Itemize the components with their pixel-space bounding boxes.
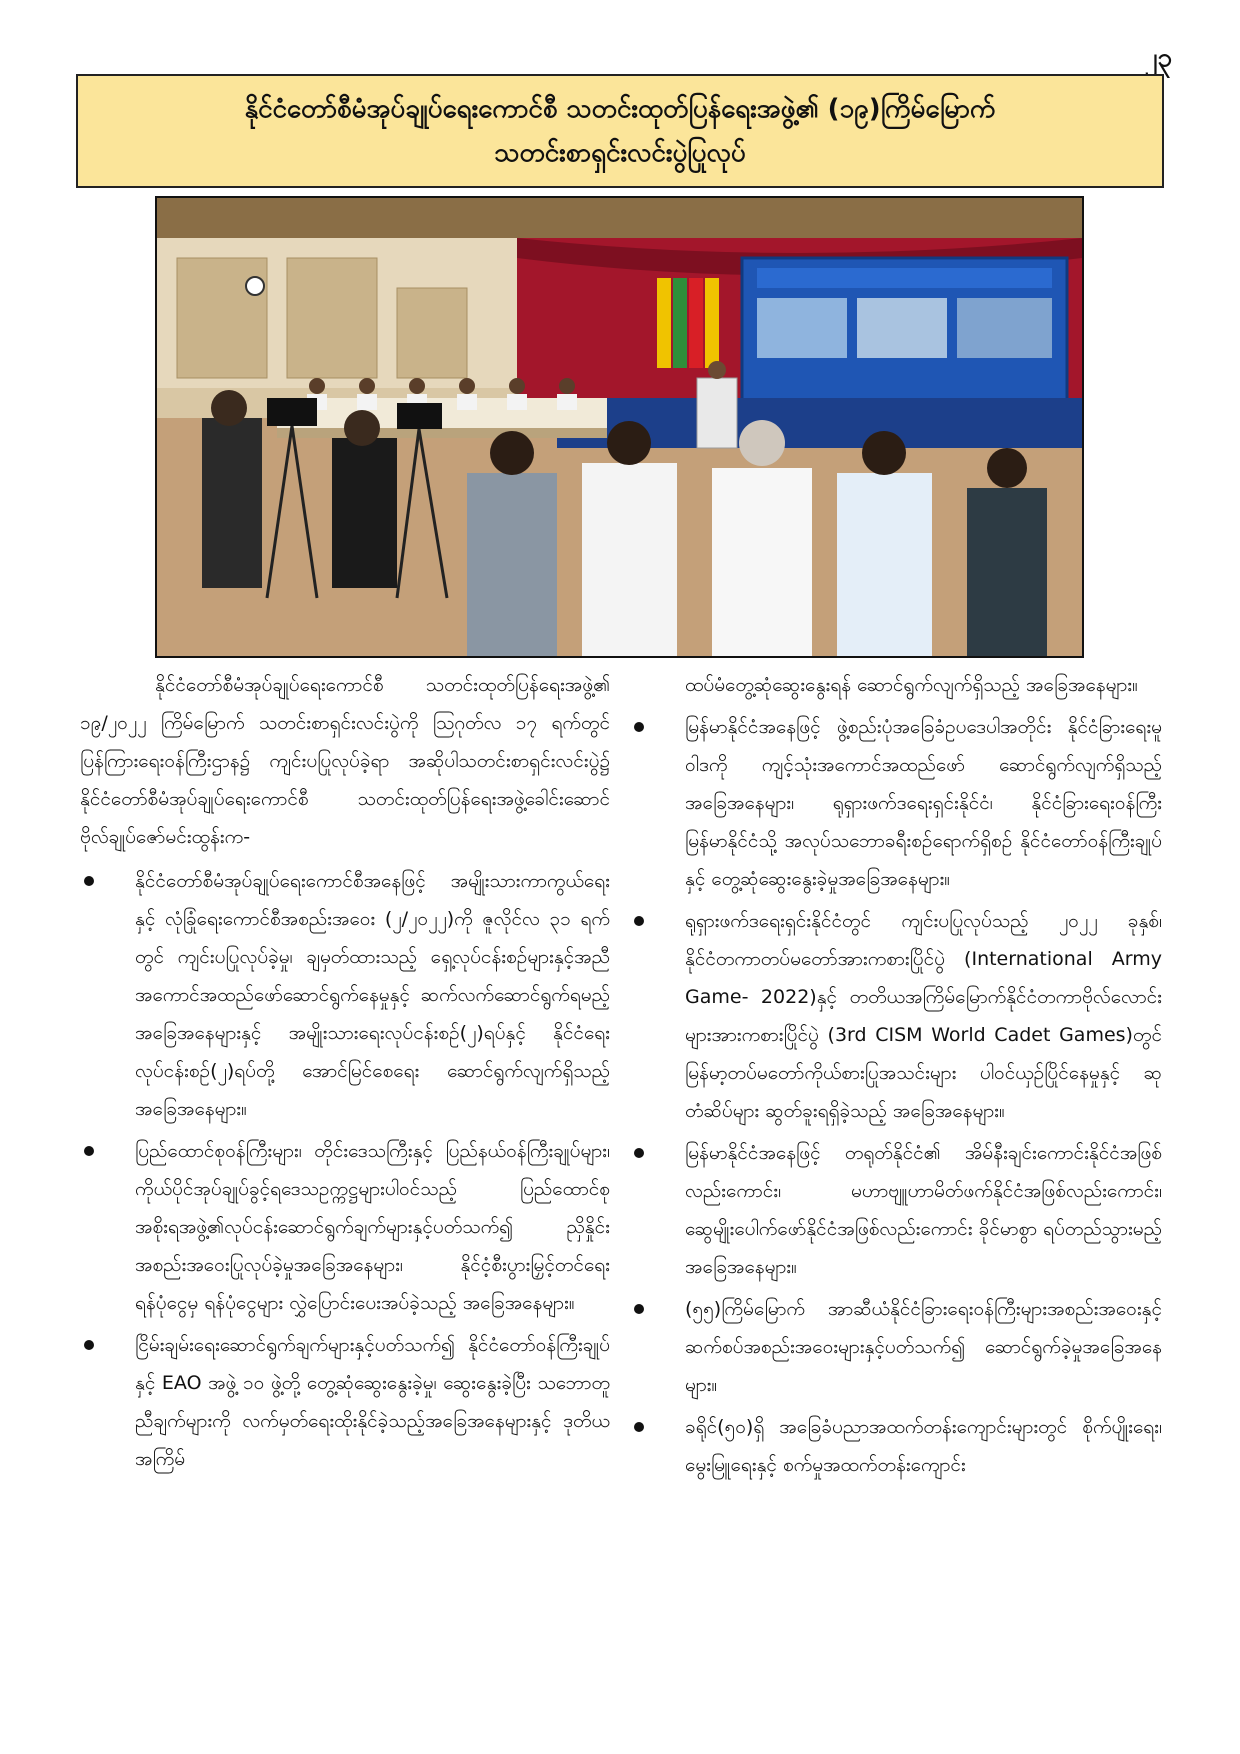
wall-clock (246, 277, 264, 295)
list-item (80, 862, 610, 1128)
headline-box (76, 74, 1164, 188)
headline-line-2: သတင်းစာရှင်းလင်းပွဲပြုလုပ် (494, 138, 746, 168)
list-item (630, 1134, 1162, 1286)
list-item (630, 1290, 1162, 1404)
intro-paragraph: နိုင်ငံတော်စီမံအုပ်ချုပ်ရေးကောင်စီ သတင်းထုတ်ပြန်ရေးအဖွဲ့၏ ၁၉/၂၀၂၂ ကြိမ်မြောက် သတင်းစာရှင်းလင်းပွဲကို ဩဂုတ်လ ၁၇ ရက်တွင် ပြန်ကြားရေးဝန်ကြီးဌာန၌ ကျင်းပပြုလုပ်ခဲ့ရာ အဆိုပါသတင်းစာရှင်းလင်းပွဲ၌ နိုင်ငံတော်စီမံအုပ်ချုပ်ရေးကောင်စီ သတင်းထုတ်ပြန်ရေးအဖွဲ့ခေါင်းဆောင် ဗိုလ်ချုပ်ဇော်မင်းထွန်းက- (80, 674, 610, 848)
list-item (80, 1326, 610, 1478)
list-item (80, 1132, 610, 1322)
list-item (630, 902, 1162, 1130)
list-item-text: ရုရှားဖက်ဒရေးရှင်းနိုင်ငံတွင် ကျင်းပပြုလုပ်သည့် ၂၀၂၂ ခုနှစ်၊ နိုင်ငံတကာတပ်မတော်အားကစားပြိုင်ပွဲ (International Army Game- 2022)နှင့် တတိယအကြိမ်မြောက်နိုင်ငံတကာဗိုလ်လောင်းများအားကစားပြိုင်ပွဲ (3rd CISM World Cadet Games)တွင် မြန်မာ့တပ်မတော်ကိုယ်စားပြုအသင်းများ ပါဝင်ယှဉ်ပြိုင်နေမှုနှင့် ဆုတံဆိပ်များ ဆွတ်ခူးရရှိခဲ့သည့် အခြေအနေများ။ (685, 910, 1162, 1122)
left-bullet-list (80, 862, 610, 1478)
podium (697, 378, 737, 448)
bullet-icon (634, 916, 644, 926)
list-item (630, 708, 1162, 898)
list-item-text: မြန်မာနိုင်ငံအနေဖြင့် ဖွဲ့စည်းပုံအခြေခံဥပဒေပါအတိုင်း နိုင်ငံခြားရေးမူဝါဒကို ကျင့်သုံးအကောင်အထည်ဖော် ဆောင်ရွက်လျက်ရှိသည့်အခြေအနေများ၊ ရုရှားဖက်ဒရေးရှင်းနိုင်ငံ၊ နိုင်ငံခြားရေးဝန်ကြီး မြန်မာနိုင်ငံသို့ အလုပ်သဘောခရီးစဉ်ရောက်ရှိစဉ် နိုင်ငံတော်ဝန်ကြီးချုပ်နှင့် တွေ့ဆုံဆွေးနွေးခဲ့မှုအခြေအနေများ။ (685, 716, 1162, 890)
continued-paragraph: ထပ်မံတွေ့ဆုံဆွေးနွေးရန် ဆောင်ရွက်လျက်ရှိသည့် အခြေအနေများ။ (685, 674, 1138, 696)
bullet-icon (634, 1422, 644, 1432)
press-conference-photo (155, 196, 1084, 658)
left-column (80, 666, 610, 1482)
list-item-text: ခရိုင်(၅၀)ရှိ အခြေခံပညာအထက်တန်းကျောင်းများတွင် စိုက်ပျိုးရေး၊ မွေးမြူရေးနှင့် စက်မှုအထက်တန်းကျောင်း (685, 1416, 1162, 1476)
bullet-icon (634, 722, 644, 732)
bullet-icon (84, 1340, 94, 1350)
bullet-icon (84, 876, 94, 886)
bullet-icon (634, 1304, 644, 1314)
bullet-icon (634, 1148, 644, 1158)
list-item (630, 1408, 1162, 1484)
right-column (630, 666, 1162, 1488)
list-item-text: (၅၅)ကြိမ်မြောက် အာဆီယံနိုင်ငံခြားရေးဝန်ကြီးများအစည်းအဝေးနှင့် ဆက်စပ်အစည်းအဝေးများနှင့်ပတ်သက်၍ ဆောင်ရွက်ခဲ့မှုအခြေအနေများ။ (685, 1298, 1162, 1396)
list-item-text: ပြည်ထောင်စုဝန်ကြီးများ၊ တိုင်းဒေသကြီးနှင့် ပြည်နယ်ဝန်ကြီးချုပ်များ၊ ကိုယ်ပိုင်အုပ်ချုပ်ခွင့်ရဒေသဥက္ကဋ္ဌများပါဝင်သည့် ပြည်ထောင်စုအစိုးရအဖွဲ့၏လုပ်ငန်းဆောင်ရွက်ချက်များနှင့်ပတ်သက်၍ ညှိနှိုင်းအစည်းအဝေးပြုလုပ်ခဲ့မှုအခြေအနေများ၊ နိုင်ငံ့စီးပွားမြှင့်တင်ရေးရန်ပုံငွေမှ ရန်ပုံငွေများ လွှဲပြောင်းပေးအပ်ခဲ့သည့် အခြေအနေများ။ (135, 1140, 610, 1314)
headline-line-1: နိုင်ငံတော်စီမံအုပ်ချုပ်ရေးကောင်စီ သတင်းထုတ်ပြန်ရေးအဖွဲ့၏ (၁၉)ကြိမ်မြောက် (244, 94, 996, 124)
bullet-icon (84, 1146, 94, 1156)
list-item-text: ငြိမ်းချမ်းရေးဆောင်ရွက်ချက်များနှင့်ပတ်သက်၍ နိုင်ငံတော်ဝန်ကြီးချုပ်နှင့် EAO အဖွဲ့ ၁၀ ဖွဲ့တို့ တွေ့ဆုံဆွေးနွေးခဲ့မှု၊ ဆွေးနွေးခဲ့ပြီး သဘောတူညီချက်များကို လက်မှတ်ရေးထိုးနိုင်ခဲ့သည့်အခြေအနေများနှင့် ဒုတိယအကြိမ် (135, 1334, 610, 1470)
right-bullet-list (630, 708, 1162, 1484)
list-item-text: မြန်မာနိုင်ငံအနေဖြင့် တရုတ်နိုင်ငံ၏ အိမ်နီးချင်းကောင်းနိုင်ငံအဖြစ်လည်းကောင်း၊ မဟာဗျူဟာမိတ်ဖက်နိုင်ငံအဖြစ်လည်းကောင်း၊ ဆွေမျိုးပေါက်ဖော်နိုင်ငံအဖြစ်လည်းကောင်း ခိုင်မာစွာ ရပ်တည်သွားမည့်အခြေအနေများ။ (685, 1142, 1162, 1278)
page-number: ၂၃ (1144, 43, 1172, 73)
list-item-text: နိုင်ငံတော်စီမံအုပ်ချုပ်ရေးကောင်စီအနေဖြင့် အမျိုးသားကာကွယ်ရေးနှင့် လုံခြုံရေးကောင်စီအစည်းအဝေး (၂/၂၀၂၂)ကို ဇူလိုင်လ ၃၁ ရက်တွင် ကျင်းပပြုလုပ်ခဲ့မှု၊ ချမှတ်ထားသည့် ရှေ့လုပ်ငန်းစဉ်များနှင့်အညီ အကောင်အထည်ဖော်ဆောင်ရွက်နေမှုနှင့် ဆက်လက်ဆောင်ရွက်ရမည့် အခြေအနေများနှင့် အမျိုးသားရေးလုပ်ငန်းစဉ်(၂)ရပ်နှင့် နိုင်ငံရေးလုပ်ငန်းစဉ်(၂)ရပ်တို့ အောင်မြင်စေရေး ဆောင်ရွက်လျက်ရှိသည့် အခြေအနေများ။ (135, 870, 610, 1120)
